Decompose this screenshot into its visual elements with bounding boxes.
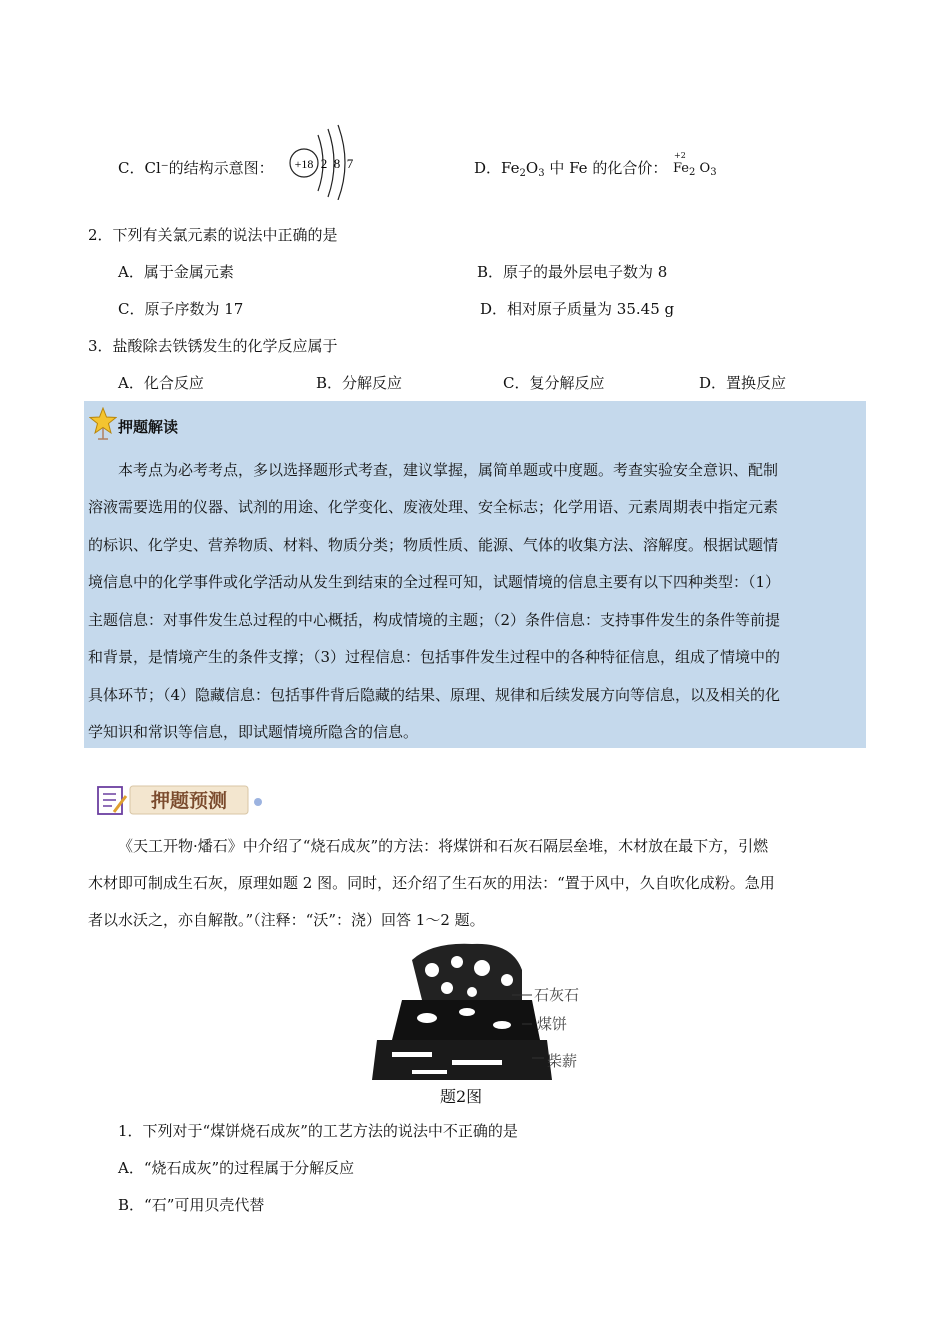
- figure-caption: 题2图: [440, 1087, 483, 1106]
- interpretation-line: 具体环节；（4）隐藏信息：包括事件背后隐藏的结果、原理、规律和后续发展方向等信息，以及相关的化: [88, 686, 781, 704]
- prediction-q1-option-b: B．“石”可用贝壳代替: [118, 1196, 265, 1214]
- fe2o3-formula: $Fe_2$ $O_3$: [673, 161, 717, 178]
- interpretation-line: 主题信息：对事件发生总过程的中心概括，构成情境的主题；（2）条件信息：支持事件发生的条件等前提: [88, 611, 781, 629]
- q3-option-a: A．化合反应: [118, 374, 204, 392]
- interpretation-title: 押题解读: [118, 418, 179, 436]
- interpretation-box: [84, 401, 866, 748]
- passage-line: 《天工开物·燔石》中介绍了“烧石成灰”的方法：将煤饼和石灰石隔层垒堆，木材放在最下方，引燃: [118, 837, 769, 855]
- interpretation-line: 和背景，是情境产生的条件支撑；（3）过程信息：包括事件发生过程中的各种特征信息，组成了情境中的: [88, 648, 781, 666]
- label-limestone: 石灰石: [534, 986, 580, 1004]
- q3-option-d: D．置换反应: [699, 374, 787, 392]
- star-icon: [89, 407, 117, 441]
- q2-option-d: D．相对原子质量为 35.45 g: [480, 300, 675, 318]
- prediction-badge: [96, 782, 266, 818]
- q3-option-b: B．分解反应: [316, 374, 403, 392]
- prediction-q1-stem: 1．下列对于“煤饼烧石成灰”的工艺方法的说法中不正确的是: [118, 1122, 518, 1140]
- shell-3-electrons: 7: [346, 156, 354, 171]
- lime-kiln-figure: [372, 940, 592, 1088]
- label-coal-cake: 煤饼: [537, 1015, 568, 1033]
- interpretation-line: 溶液需要选用的仪器、试剂的用途、化学变化、废液处理、安全标志；化学用语、元素周期表中指定元素: [88, 498, 779, 516]
- interpretation-line: 学知识和常识等信息，即试题情境所隐含的信息。: [88, 723, 419, 741]
- q2-option-c: C．原子序数为 17: [118, 300, 244, 318]
- q2-stem: 2．下列有关氯元素的说法中正确的是: [88, 226, 338, 244]
- nucleus-charge: +18: [294, 157, 314, 171]
- label-firewood: 柴薪: [547, 1052, 578, 1070]
- q1-option-d: D．$Fe_2O_3$ 中 Fe 的化合价：: [474, 159, 668, 179]
- passage-line: 者以水沃之，亦自解散。”（注释：“沃”：浇）回答 1～2 题。: [88, 911, 485, 929]
- q2-option-a: A．属于金属元素: [118, 263, 234, 281]
- interpretation-line: 境信息中的化学事件或化学活动从发生到结束的全过程可知，试题情境的信息主要有以下四种类型：（1）: [88, 573, 781, 591]
- q2-option-b: B．原子的最外层电子数为 8: [477, 263, 668, 281]
- q1-option-c-label: C．Cl⁻的结构示意图：: [118, 159, 274, 177]
- shell-2-electrons: 8: [333, 156, 341, 171]
- stacked-pile-illustration: [372, 944, 552, 1080]
- shell-1-electrons: 2: [320, 156, 328, 171]
- prediction-badge-text: 押题预测: [150, 790, 228, 812]
- passage-line: 木材即可制成生石灰，原理如题 2 图。同时，还介绍了生石灰的用法：“置于风中，久自吹化成粉。急用: [88, 874, 775, 892]
- notebook-pen-icon: [98, 787, 126, 814]
- interpretation-line: 的标识、化学史、营养物质、材料、物质分类；物质性质、能源、气体的收集方法、溶解度。根据试题情: [88, 536, 779, 554]
- chlorine-ion-structure-diagram: [288, 118, 360, 200]
- interpretation-line: 本考点为必考考点，多以选择题形式考查，建议掌握，属简单题或中度题。考查实验安全意识、配制: [118, 461, 779, 479]
- q3-option-c: C．复分解反应: [503, 374, 605, 392]
- q3-stem: 3．盐酸除去铁锈发生的化学反应属于: [88, 337, 338, 355]
- prediction-q1-option-a: A．“烧石成灰”的过程属于分解反应: [118, 1159, 355, 1177]
- fe-valence-mark: +2: [674, 151, 686, 160]
